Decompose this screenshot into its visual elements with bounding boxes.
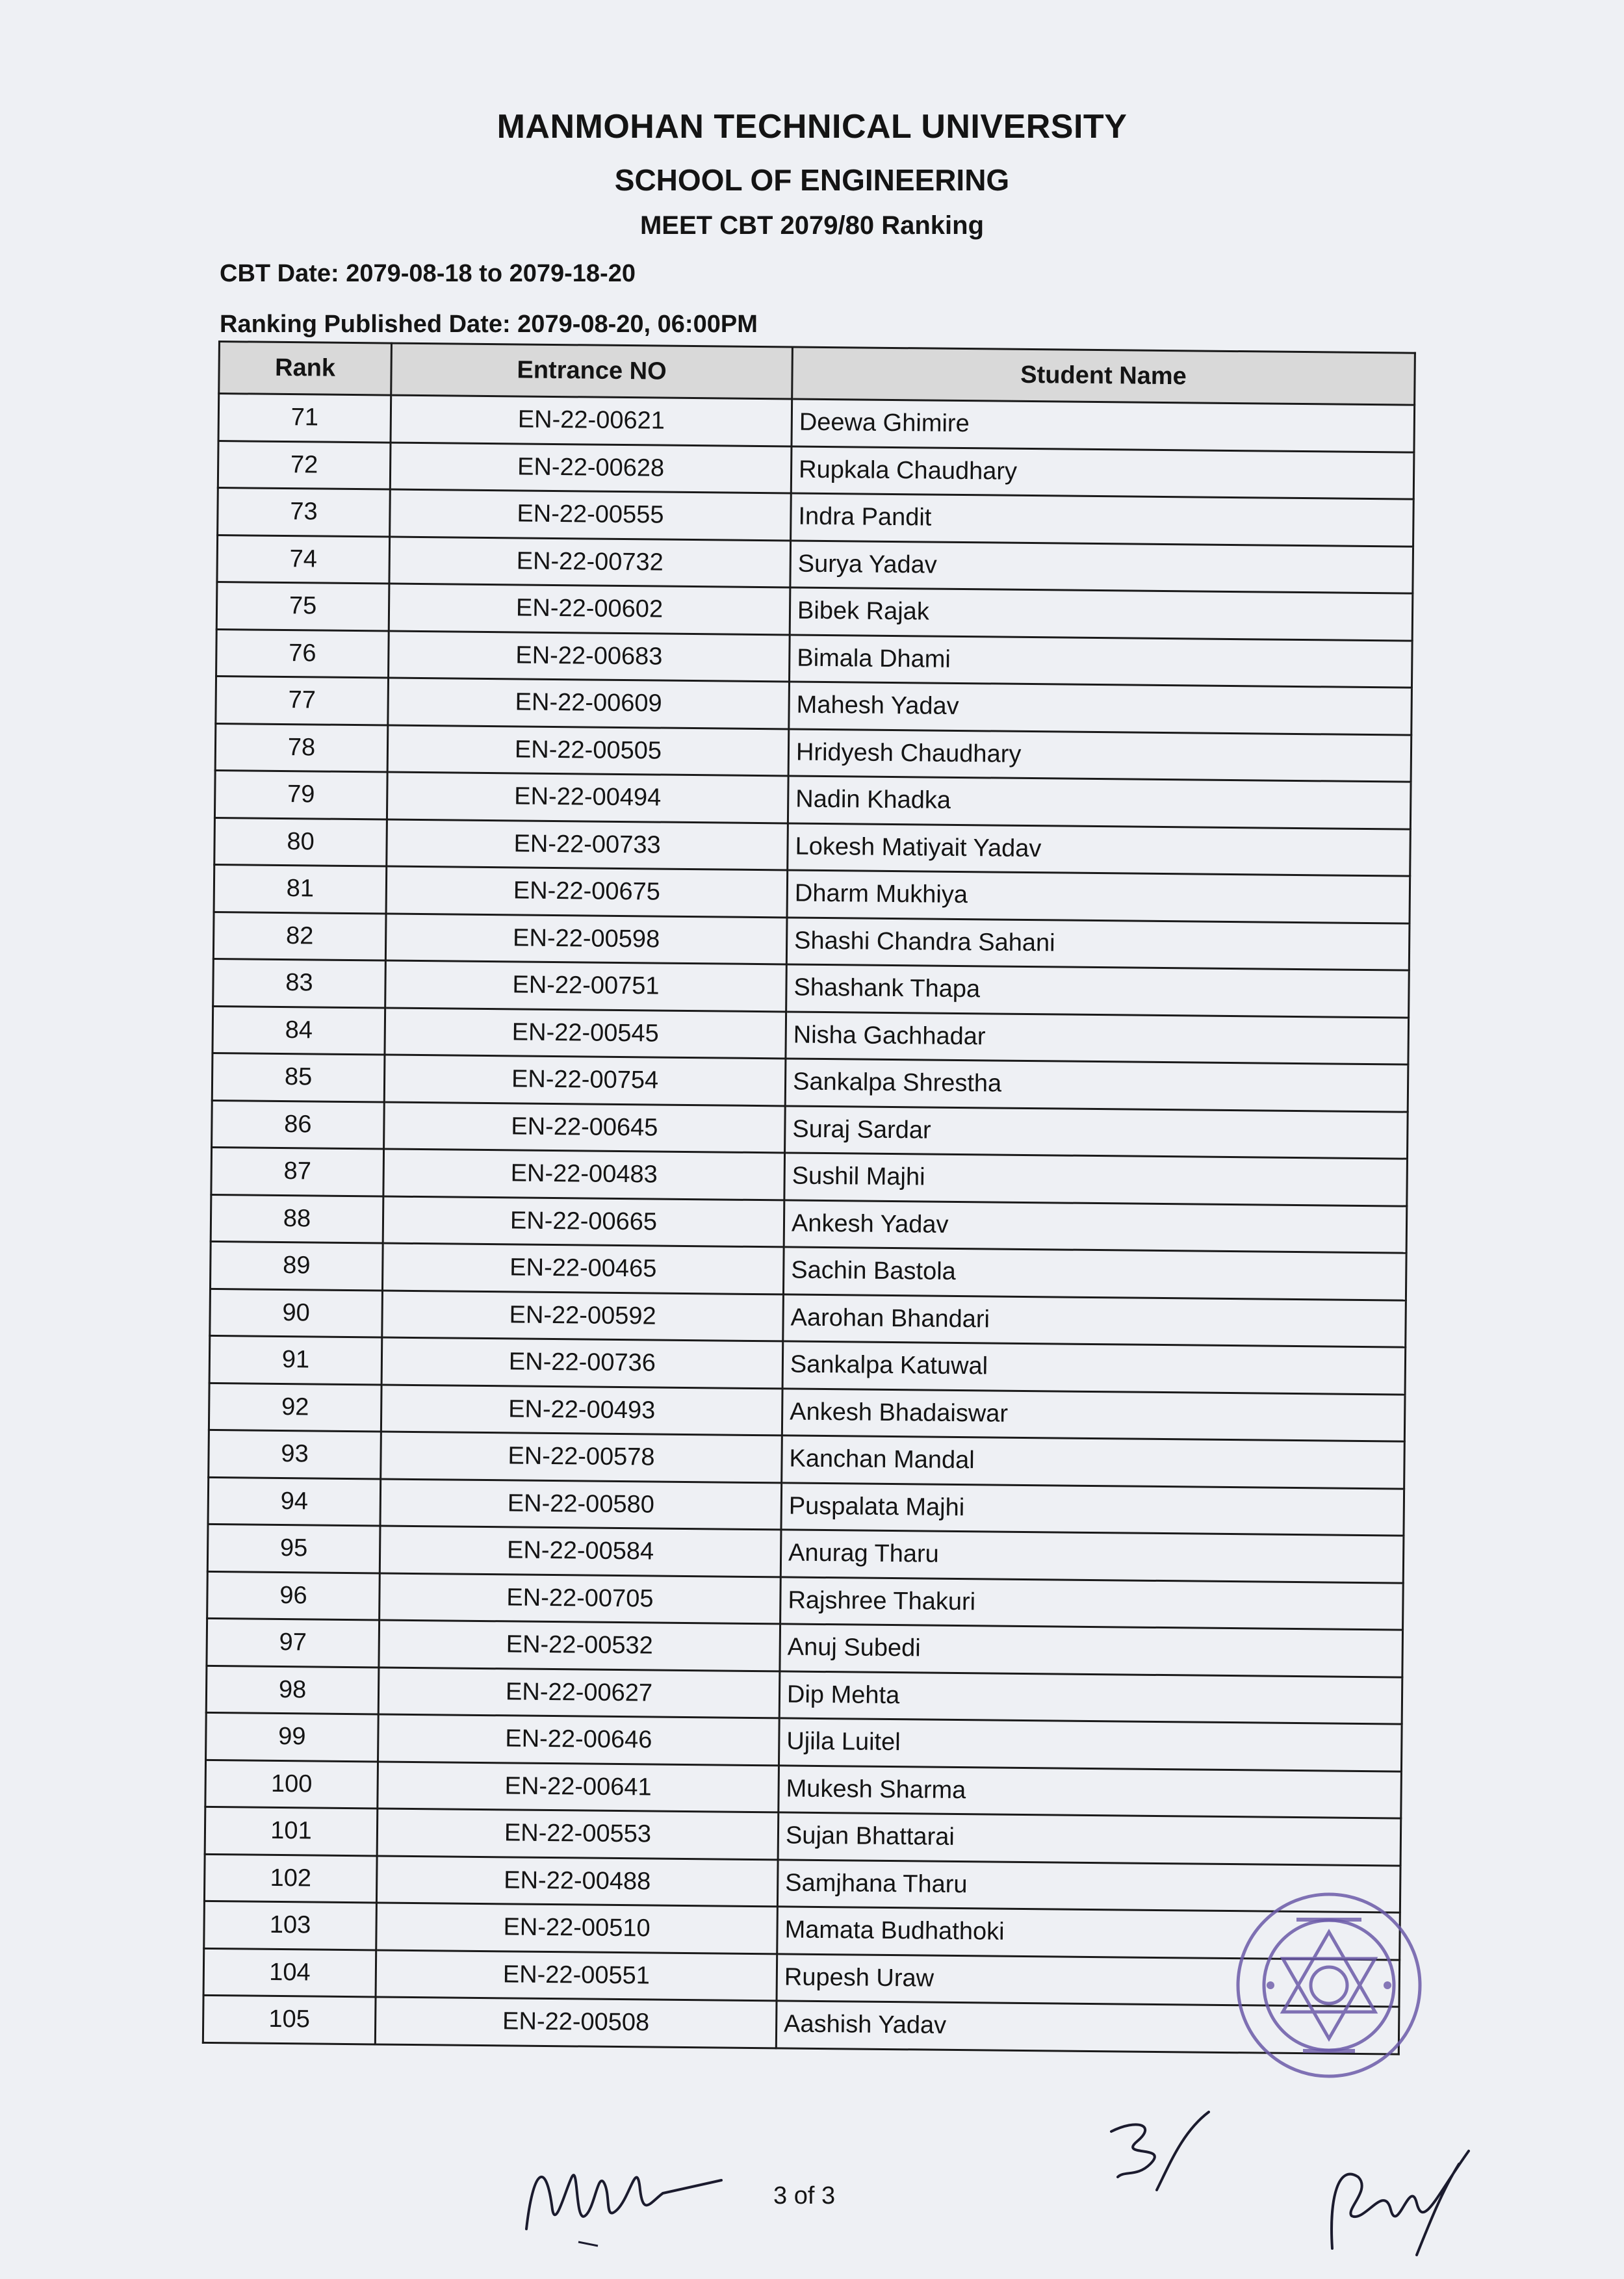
rank-cell: 93 [209, 1430, 381, 1478]
entrance-no-cell: EN-22-00505 [387, 725, 789, 776]
rank-cell: 72 [218, 441, 391, 489]
student-name-cell: Aarohan Bhandari [783, 1294, 1406, 1347]
rank-cell: 75 [216, 582, 389, 630]
entrance-no-cell: EN-22-00602 [389, 584, 790, 634]
student-name-cell: Ujila Luitel [779, 1718, 1402, 1771]
student-name-cell: Deewa Ghimire [792, 399, 1415, 452]
rank-cell: 99 [206, 1712, 379, 1761]
rank-cell: 105 [203, 1995, 376, 2044]
student-name-cell: Indra Pandit [791, 493, 1414, 547]
entrance-no-cell: EN-22-00751 [385, 960, 787, 1011]
entrance-no-cell: EN-22-00675 [386, 866, 788, 917]
entrance-no-cell: EN-22-00578 [381, 1432, 782, 1482]
entrance-no-cell: EN-22-00493 [381, 1384, 782, 1435]
entrance-no-cell: EN-22-00555 [390, 489, 792, 540]
rank-cell: 90 [210, 1289, 383, 1337]
rank-cell: 77 [216, 676, 389, 725]
rank-cell: 81 [214, 864, 387, 913]
entrance-no-cell: EN-22-00545 [385, 1008, 786, 1059]
entrance-no-cell: EN-22-00736 [381, 1337, 783, 1388]
student-name-cell: Shashank Thapa [786, 964, 1410, 1018]
column-header-rank: Rank [219, 342, 392, 396]
entrance-no-cell: EN-22-00627 [378, 1667, 780, 1718]
table-body [203, 394, 1414, 2054]
column-header-entrance-no: Entrance NO [391, 343, 793, 399]
student-name-cell: Sujan Bhattarai [778, 1812, 1401, 1866]
student-name-cell: Shashi Chandra Sahani [786, 917, 1410, 970]
student-name-cell: Surya Yadav [790, 540, 1413, 593]
entrance-no-cell: EN-22-00609 [388, 678, 790, 728]
student-name-cell: Hridyesh Chaudhary [788, 728, 1411, 782]
rank-cell: 96 [207, 1571, 380, 1620]
entrance-no-cell: EN-22-00494 [387, 772, 788, 823]
entrance-no-cell: EN-22-00488 [376, 1855, 778, 1906]
entrance-no-cell: EN-22-00646 [378, 1714, 780, 1765]
entrance-no-cell: EN-22-00598 [385, 914, 787, 964]
rank-cell: 100 [205, 1760, 378, 1809]
rank-cell: 88 [211, 1194, 383, 1243]
signature-right-icon [1319, 2138, 1475, 2261]
rank-cell: 97 [207, 1618, 380, 1667]
rank-cell: 85 [212, 1053, 385, 1101]
entrance-no-cell: EN-22-00754 [384, 1055, 786, 1105]
ranking-table [202, 341, 1416, 2055]
student-name-cell: Rupkala Chaudhary [791, 446, 1414, 499]
rank-cell: 102 [204, 1854, 377, 1903]
entrance-no-cell: EN-22-00683 [389, 631, 790, 682]
student-name-cell: Lokesh Matiyait Yadav [788, 823, 1411, 876]
entrance-no-cell: EN-22-00553 [377, 1809, 779, 1859]
ranking-title: MEET CBT 2079/80 Ranking [639, 211, 985, 240]
student-name-cell: Ankesh Bhadaiswar [782, 1388, 1405, 1441]
entrance-no-cell: EN-22-00532 [379, 1620, 780, 1671]
student-name-cell: Suraj Sardar [785, 1105, 1408, 1159]
cbt-date: CBT Date: 2079-08-18 to 2079-18-20 [220, 260, 636, 287]
rank-cell: 98 [206, 1666, 379, 1714]
student-name-cell: Mukesh Sharma [779, 1765, 1402, 1818]
rank-cell: 95 [207, 1524, 380, 1573]
entrance-no-cell: EN-22-00465 [382, 1243, 784, 1294]
entrance-no-cell: EN-22-00621 [391, 395, 792, 446]
student-name-cell: Rajshree Thakuri [780, 1577, 1404, 1630]
published-date: Ranking Published Date: 2079-08-20, 06:00PM [220, 311, 758, 338]
signature-middle-icon [1098, 2105, 1215, 2209]
student-name-cell: Nadin Khadka [788, 776, 1411, 829]
student-name-cell: Anuj Subedi [780, 1624, 1403, 1677]
rank-cell: 86 [212, 1100, 385, 1149]
entrance-no-cell: EN-22-00483 [383, 1149, 785, 1200]
rank-cell: 78 [215, 723, 388, 772]
rank-cell: 89 [210, 1241, 383, 1290]
rank-cell: 71 [218, 394, 391, 443]
entrance-no-cell: EN-22-00508 [375, 1997, 777, 2048]
entrance-no-cell: EN-22-00641 [378, 1761, 779, 1812]
column-header-student-name: Student Name [792, 347, 1415, 405]
rank-cell: 94 [208, 1477, 381, 1526]
entrance-no-cell: EN-22-00628 [390, 443, 792, 493]
student-name-cell: Mamata Budhathoki [777, 1907, 1400, 1960]
student-name-cell: Ankesh Yadav [784, 1200, 1407, 1253]
signature-left-icon [507, 2131, 728, 2248]
student-name-cell: Mahesh Yadav [789, 682, 1412, 735]
rank-cell: 80 [214, 818, 387, 866]
student-name-cell: Sachin Bastola [783, 1247, 1406, 1300]
entrance-no-cell: EN-22-00665 [383, 1196, 784, 1246]
student-name-cell: Bimala Dhami [790, 634, 1413, 688]
student-name-cell: Sankalpa Katuwal [782, 1341, 1406, 1395]
page-number: 3 of 3 [773, 2182, 836, 2209]
student-name-cell: Puspalata Majhi [781, 1482, 1404, 1536]
entrance-no-cell: EN-22-00510 [376, 1903, 778, 1953]
entrance-no-cell: EN-22-00551 [376, 1950, 777, 2000]
rank-cell: 91 [209, 1335, 382, 1384]
rank-cell: 79 [214, 770, 387, 819]
student-name-cell: Dharm Mukhiya [787, 870, 1410, 923]
school-title: SCHOOL OF ENGINEERING [614, 163, 1010, 197]
student-name-cell: Dip Mehta [779, 1671, 1402, 1724]
student-name-cell: Bibek Rajak [790, 587, 1413, 641]
student-name-cell: Sushil Majhi [784, 1153, 1408, 1206]
rank-cell: 92 [209, 1383, 381, 1432]
university-title: MANMOHAN TECHNICAL UNIVERSITY [496, 108, 1128, 146]
student-name-cell: Kanchan Mandal [782, 1436, 1405, 1489]
student-name-cell: Samjhana Tharu [777, 1859, 1400, 1912]
rank-cell: 103 [204, 1901, 377, 1950]
university-seal [1231, 1888, 1452, 2109]
entrance-no-cell: EN-22-00580 [380, 1478, 782, 1529]
rank-cell: 73 [218, 488, 391, 537]
student-name-cell: Nisha Gachhadar [786, 1011, 1409, 1064]
rank-cell: 74 [217, 535, 390, 584]
rank-cell: 87 [211, 1147, 384, 1196]
student-name-cell: Rupesh Uraw [777, 1953, 1400, 2007]
rank-cell: 104 [203, 1948, 376, 1997]
entrance-no-cell: EN-22-00732 [389, 537, 791, 587]
student-name-cell: Aashish Yadav [776, 2001, 1399, 2054]
rank-cell: 82 [213, 912, 386, 960]
rank-cell: 84 [213, 1006, 385, 1055]
rank-cell: 101 [205, 1807, 378, 1855]
student-name-cell: Sankalpa Shrestha [785, 1059, 1408, 1112]
entrance-no-cell: EN-22-00584 [380, 1526, 781, 1577]
rank-cell: 83 [213, 959, 386, 1007]
entrance-no-cell: EN-22-00705 [380, 1573, 781, 1623]
entrance-no-cell: EN-22-00733 [387, 819, 788, 870]
entrance-no-cell: EN-22-00592 [382, 1290, 784, 1341]
student-name-cell: Anurag Tharu [780, 1530, 1404, 1583]
entrance-no-cell: EN-22-00645 [384, 1102, 786, 1153]
rank-cell: 76 [216, 629, 389, 678]
